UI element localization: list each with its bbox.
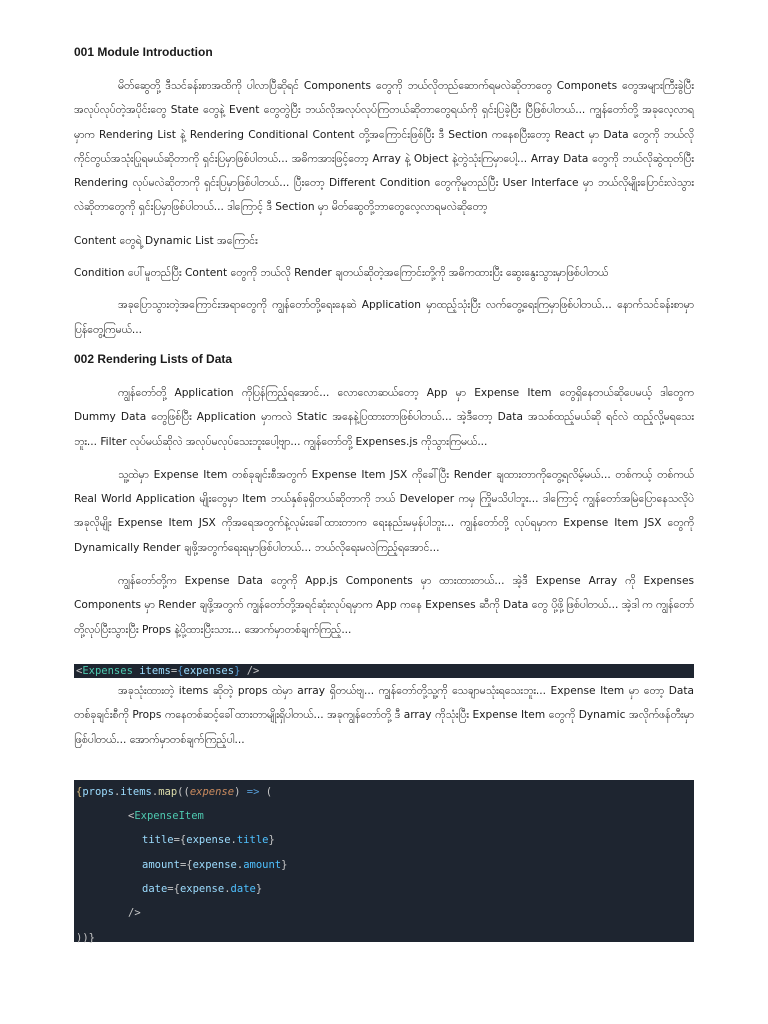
- code-token: />: [240, 664, 260, 677]
- condition-paragraph: Condition ပေါ်မူတည်ပြီး Content တွေကို ဘယ်လို Render ချတယ်ဆိုတဲ့အကြောင်းတို့ကို အဓိကထားပြီး ဆွေးနွေးသွားမှာဖြစ်ပါတယ်: [74, 267, 609, 280]
- app-review-paragraph: ကျွန်တော်တို့ Application ကိုပြန်ကြည့်ရအောင်... လောလောဆယ်တော့ App မှာ Expense Item တွေရှိနေတယ်ဆိုပေမယ့် ဒါတွေက Dummy Data တွေဖြစ်ပြီး Application မှာကလဲ Static အနေနဲ့ပြထားတာဖြစ်ပါတယ်... အဲ့ဒီတော့ Data အသစ်ထည့်မယ်ဆို ရင်လဲ ထည့်လို့မရသေးဘူး... Filter လုပ်မယ်ဆိုလဲ အလုပ်မလုပ်သေးဘူးပေါ့ဗျာ... ကျွန်တော်တို့ Expenses.js ကိုသွားကြမယ်...: [74, 386, 694, 448]
- props-array-paragraph: အခုသုံးထားတဲ့ items ဆိုတဲ့ props ထဲမှာ array ရှိတယ်ဗျ... ကျွန်တော်တို့သူ့ကို သေချာမသုံးရသေးဘူး... Expense Item မှာ တော့ Data တစ်ခုချင်းစီကို Props ကနေတစ်ဆင့်ခေါ်ထားတာမျိုးရှိပါတယ်... အခုကျွန်တော်တို့ ဒီ array ကိုသုံးပြီး Expense Item တွေကို Dynamic အလိုက်ဖန်တီးမှာဖြစ်ပါတယ်... အောက်မှာတစ်ချက်ကြည့်ပါ...: [74, 684, 694, 746]
- code-token: =>: [240, 785, 266, 798]
- expense-item-jsx-paragraph: သူ့ထဲမှာ Expense Item တစ်ခုချင်းစီအတွက် Expense Item JSX ကိုခေါ်ပြီး Render ချထားတာကိုတွေ့ရလိမ့်မယ်... တစ်ကယ့် တစ်ကယ် Real World Application မျိုးတွေမှာ Item ဘယ်နှစ်ခုရှိတယ်ဆိုတာကို ဘယ် Developer ကမှ ကြိုမသိပါဘူး... ဒါကြောင့် ကျွန်တော်အမြဲပြောနေသလိုပဲ အခုလိုမျိုး Expense Item JSX ကိုအရေအတွက်နဲ့လုမ်းခေါ်ထားတာက ရေးနည်းမမှန်ပါဘူး... ကျွန်တော်တို့ လုပ်ရမှာက Expense Item JSX တွေကို Dynamically Render ချဖို့အတွက်ရေးရမှာဖြစ်ပါတယ်... ဘယ်လိုရေးမလဲကြည့်ရအောင်...: [74, 468, 694, 554]
- code-line: [76, 853, 692, 877]
- inline-code-snippet: [74, 664, 694, 678]
- code-token: }: [268, 834, 275, 847]
- code-token: expense: [192, 858, 237, 871]
- code-token: ={: [179, 858, 193, 871]
- code-line: [76, 901, 692, 925]
- dynamic-list-paragraph: Content တွေရဲ့ Dynamic List အကြောင်း: [74, 234, 258, 247]
- code-token: Expenses: [82, 664, 133, 677]
- code-line: [76, 804, 692, 828]
- code-token: items: [120, 785, 152, 798]
- code-token: }: [255, 883, 263, 896]
- code-token: date: [142, 883, 168, 896]
- map-code-block: [74, 780, 694, 942]
- code-token: title: [142, 834, 174, 847]
- code-token: .: [113, 785, 121, 798]
- code-token: <: [128, 810, 135, 823]
- code-token: expense: [186, 834, 231, 847]
- code-line: [76, 877, 692, 901]
- code-token: .: [151, 785, 159, 798]
- section-heading-module-introduction: 001 Module Introduction: [74, 45, 213, 59]
- code-token: expense: [189, 785, 235, 798]
- intro-paragraph: မိတ်ဆွေတို့ ဒီသင်ခန်းစာအထိကို ပါလာပြီဆိုရင် Components တွေကို ဘယ်လိုတည်ဆောက်ရမလဲဆိုတာတွေ Componets တွေအများကြီးခွဲပြီး အလုပ်လုပ်တဲ့အပိုင်းတွေ State တွေနဲ့ Event တွေတွဲပြီး ဘယ်လိုအလုပ်လုပ်ကြတယ်ဆိုတာတွေရယ်ကို ရှင်းပြခဲ့ပြီး ပြီဖြစ်ပါတယ်... ကျွန်တော်တို့ အခုလေ့လာရမှာက Rendering List နဲ့ Rendering Conditional Content တို့အကြောင်းဖြစ်ပြီး ဒီ Section ကနေစပြီးတော့ React မှာ Data တွေကို ဘယ်လိုကိုင်တွယ်အသုံးပြုရမယ်ဆိုတာကို ရှင်းပြမှာဖြစ်ပါတယ်... အဓိကအားဖြင့်တော့ Array နဲ့ Object နဲ့တွဲသုံးကြမှာပေါ့... Array Data တွေကို ဘယ်လိုဆွဲထုတ်ပြီး Rendering လုပ်မလဲဆိုတာကို ရှင်းပြမှာဖြစ်ပါတယ်... ပြီးတော့ Different Condition တွေကိုမူတည်ပြီး User Interface မှာ ဘယ်လိုမျိုးပြောင်းလဲသွားလဲဆိုတာတွေကို ရှင်းပြမှာဖြစ်ပါတယ်... ဒါကြောင့် ဒီ Section မှာ မိတ်ဆွေတို့ဘာတွေလေ့လာရမလဲဆိုတော့: [74, 80, 694, 214]
- code-token: {: [76, 785, 83, 798]
- code-token: }: [234, 664, 241, 677]
- code-token: ={: [173, 834, 187, 847]
- code-token: expense: [179, 883, 225, 896]
- closing-paragraph: အခုပြောသွားတဲ့အကြောင်းအရာတွေကို ကျွန်တော်တို့ရေးနေဆဲ Application မှာထည့်သုံးပြီး လက်တွေ့ရေးကြမှာဖြစ်ပါတယ်... နောက်သင်ခန်းစာမှာ ပြန်တွေ့ကြမယ်...: [74, 299, 694, 336]
- code-token: amount: [142, 858, 180, 871]
- code-token: map: [158, 785, 178, 798]
- code-token: ExpenseItem: [134, 810, 204, 823]
- code-token: <: [76, 664, 83, 677]
- code-token: (: [265, 785, 273, 798]
- code-token: props: [82, 785, 114, 798]
- code-token: items: [132, 664, 171, 677]
- code-token: {: [177, 664, 184, 677]
- code-line: [76, 926, 692, 950]
- code-token: .: [224, 883, 231, 896]
- code-token: title: [236, 834, 269, 847]
- code-token: }: [281, 858, 288, 871]
- code-token: ): [234, 785, 241, 798]
- code-token: ((: [177, 785, 190, 798]
- code-token: =: [170, 664, 178, 677]
- code-token: .: [230, 834, 237, 847]
- code-line: [76, 828, 692, 852]
- code-token: .: [236, 858, 244, 871]
- code-line: [76, 780, 692, 804]
- code-token: date: [230, 883, 256, 896]
- section-heading-rendering-lists: 002 Rendering Lists of Data: [74, 351, 233, 366]
- code-token: amount: [243, 858, 282, 871]
- expense-data-paragraph: ကျွန်တော်တို့က Expense Data တွေကို App.js Components မှာ ထားထားတယ်... အဲ့ဒီ Expense Array ကို Expenses Components မှာ Render ချဖို့အတွက် ကျွန်တော်တို့အရင်ဆုံးလုပ်ရမှာက App ကနေ Expenses ဆီကို Data တွေ ပို့ဖို့ဖြစ်ပါတယ်... အဲ့ဒါ က ကျွန်တော်တို့လုပ်ပြီးသွားပြီး Props နဲ့ပို့ထားပြီးသား... အောက်မှာတစ်ချက်ကြည့်...: [74, 575, 694, 636]
- code-token: />: [128, 907, 141, 920]
- code-token: expenses: [183, 664, 235, 677]
- code-token: ))}: [76, 931, 95, 944]
- code-token: ={: [167, 883, 180, 896]
